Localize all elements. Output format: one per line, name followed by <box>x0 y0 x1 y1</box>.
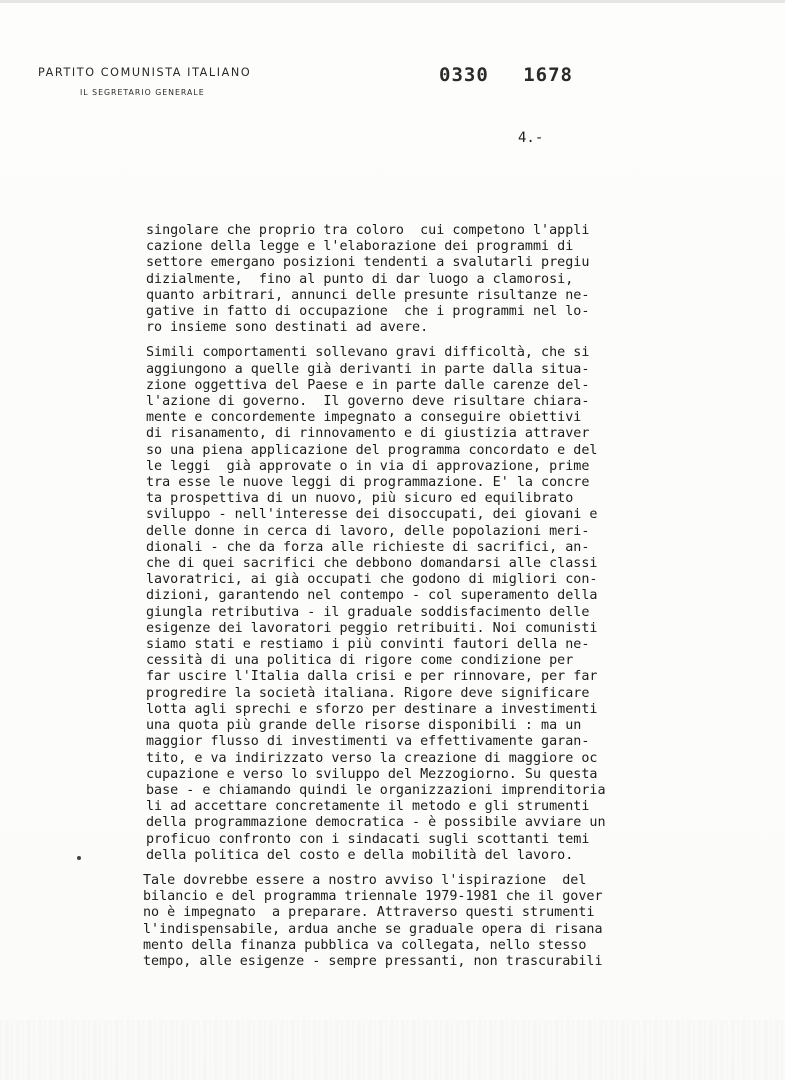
paragraph-2 <box>146 345 676 864</box>
text-line: bilancio e del programma triennale 1979-1981 che il gover <box>143 889 603 905</box>
text-line: quanto arbitrari, annunci delle presunte risultanze ne- <box>146 287 590 303</box>
text-line: una quota più grande delle risorse disponibili : ma un <box>146 718 582 734</box>
text-line: Simili comportamenti sollevano gravi difficoltà, che si <box>146 345 590 361</box>
text-line: cupazione e verso lo sviluppo del Mezzogiorno. Su questa <box>146 766 598 782</box>
text-line: esigenze dei lavoratori peggio retribuiti. Noi comunisti <box>146 620 598 636</box>
text-line: lavoratrici, ai già occupati che godono di migliori con- <box>146 572 598 588</box>
letterhead <box>38 66 251 97</box>
text-line: tra esse le nuove leggi di programmazione. E' la concre <box>146 475 590 491</box>
page-top-edge <box>0 0 785 3</box>
text-line: dizioni, garantendo nel contempo - col superamento della <box>146 588 598 604</box>
party-name: PARTITO COMUNISTA ITALIANO <box>38 66 252 79</box>
text-line: le leggi già approvate o in via di approvazione, prime <box>146 458 590 474</box>
text-line: ta prospettiva di un nuovo, più sicuro ed equilibrato <box>146 491 574 507</box>
text-line: cazione della legge e l'elaborazione dei programmi di <box>146 239 574 255</box>
text-line: siamo stati e restiamo i più convinti fautori della ne- <box>146 637 590 653</box>
text-line: singolare che proprio tra coloro cui competono l'appli <box>146 223 590 238</box>
text-line: tito, e va indirizzato verso la creazione di maggiore oc <box>146 750 598 766</box>
text-line: progredire la società italiana. Rigore deve significare <box>146 685 590 701</box>
text-line: maggior flusso di investimenti va effettivamente garan- <box>146 734 590 750</box>
text-line: di risanamento, di rinnovamento e di giustizia attraver <box>146 426 590 442</box>
text-line: l'indispensabile, ardua anche se graduale opera di risana <box>143 921 603 937</box>
document-number: 0330 1678 <box>439 64 573 86</box>
text-line: li ad accettare concretamente il metodo e gli strumenti <box>146 799 590 815</box>
text-line: mente e concordemente impegnato a conseguire obiettivi <box>146 410 582 426</box>
text-line: far uscire l'Italia dalla crisi e per rinnovare, per far <box>146 669 598 685</box>
text-line: base - e chiamando quindi le organizzazioni imprenditoria <box>146 782 606 798</box>
scan-noise <box>0 1020 785 1080</box>
text-line: l'azione di governo. Il governo deve risultare chiara- <box>146 394 590 410</box>
paragraph-1 <box>146 223 676 336</box>
text-line: aggiungono a quelle già derivanti in parte dalla situa- <box>146 361 590 377</box>
text-line: delle donne in cerca di lavoro, delle popolazioni meri- <box>146 523 590 539</box>
text-line: proficuo confronto con i sindacati sugli scottanti temi <box>146 831 590 847</box>
text-line: che di quei sacrifici che debbono domandarsi alle classi <box>146 556 598 572</box>
body-text <box>143 223 676 979</box>
text-line: dionali - che da forza alle richieste di sacrifici, an- <box>146 539 590 555</box>
page-number: 4.- <box>518 130 544 146</box>
text-line: sviluppo - nell'interesse dei disoccupati, dei giovani e <box>146 507 598 523</box>
text-line: gative in fatto di occupazione che i programmi nel lo- <box>146 304 590 320</box>
text-line: giungla retributiva - il graduale soddisfacimento delle <box>146 604 590 620</box>
text-line: ro insieme sono destinati ad avere. <box>146 320 429 336</box>
text-line: zione oggettiva del Paese e in parte dalle carenze del- <box>146 377 590 393</box>
text-line: cessità di una politica di rigore come condizione per <box>146 653 574 669</box>
text-line: dizialmente, fino al punto di dar luogo a clamorosi, <box>146 271 574 287</box>
text-line: Tale dovrebbe essere a nostro avviso l'ispirazione del <box>143 872 587 888</box>
text-line: mento della finanza pubblica va collegata, nello stesso <box>143 937 587 953</box>
text-line: settore emergano posizioni tendenti a svalutarli pregiu <box>146 255 590 271</box>
text-line: lotta agli sprechi e sforzo per destinare a investimenti <box>146 701 598 717</box>
text-line: so una piena applicazione del programma concordato e del <box>146 442 598 458</box>
secretary-title: IL SEGRETARIO GENERALE <box>80 88 205 97</box>
ink-speck <box>77 856 81 860</box>
text-line: della politica del costo e della mobilità del lavoro. <box>146 847 574 863</box>
text-line: della programmazione democratica - è possibile avviare un <box>146 815 606 831</box>
paragraph-3 <box>143 873 676 970</box>
text-line: no è impegnato a preparare. Attraverso questi strumenti <box>143 905 595 921</box>
text-line: tempo, alle esigenze - sempre pressanti, non trascurabili <box>143 953 603 969</box>
